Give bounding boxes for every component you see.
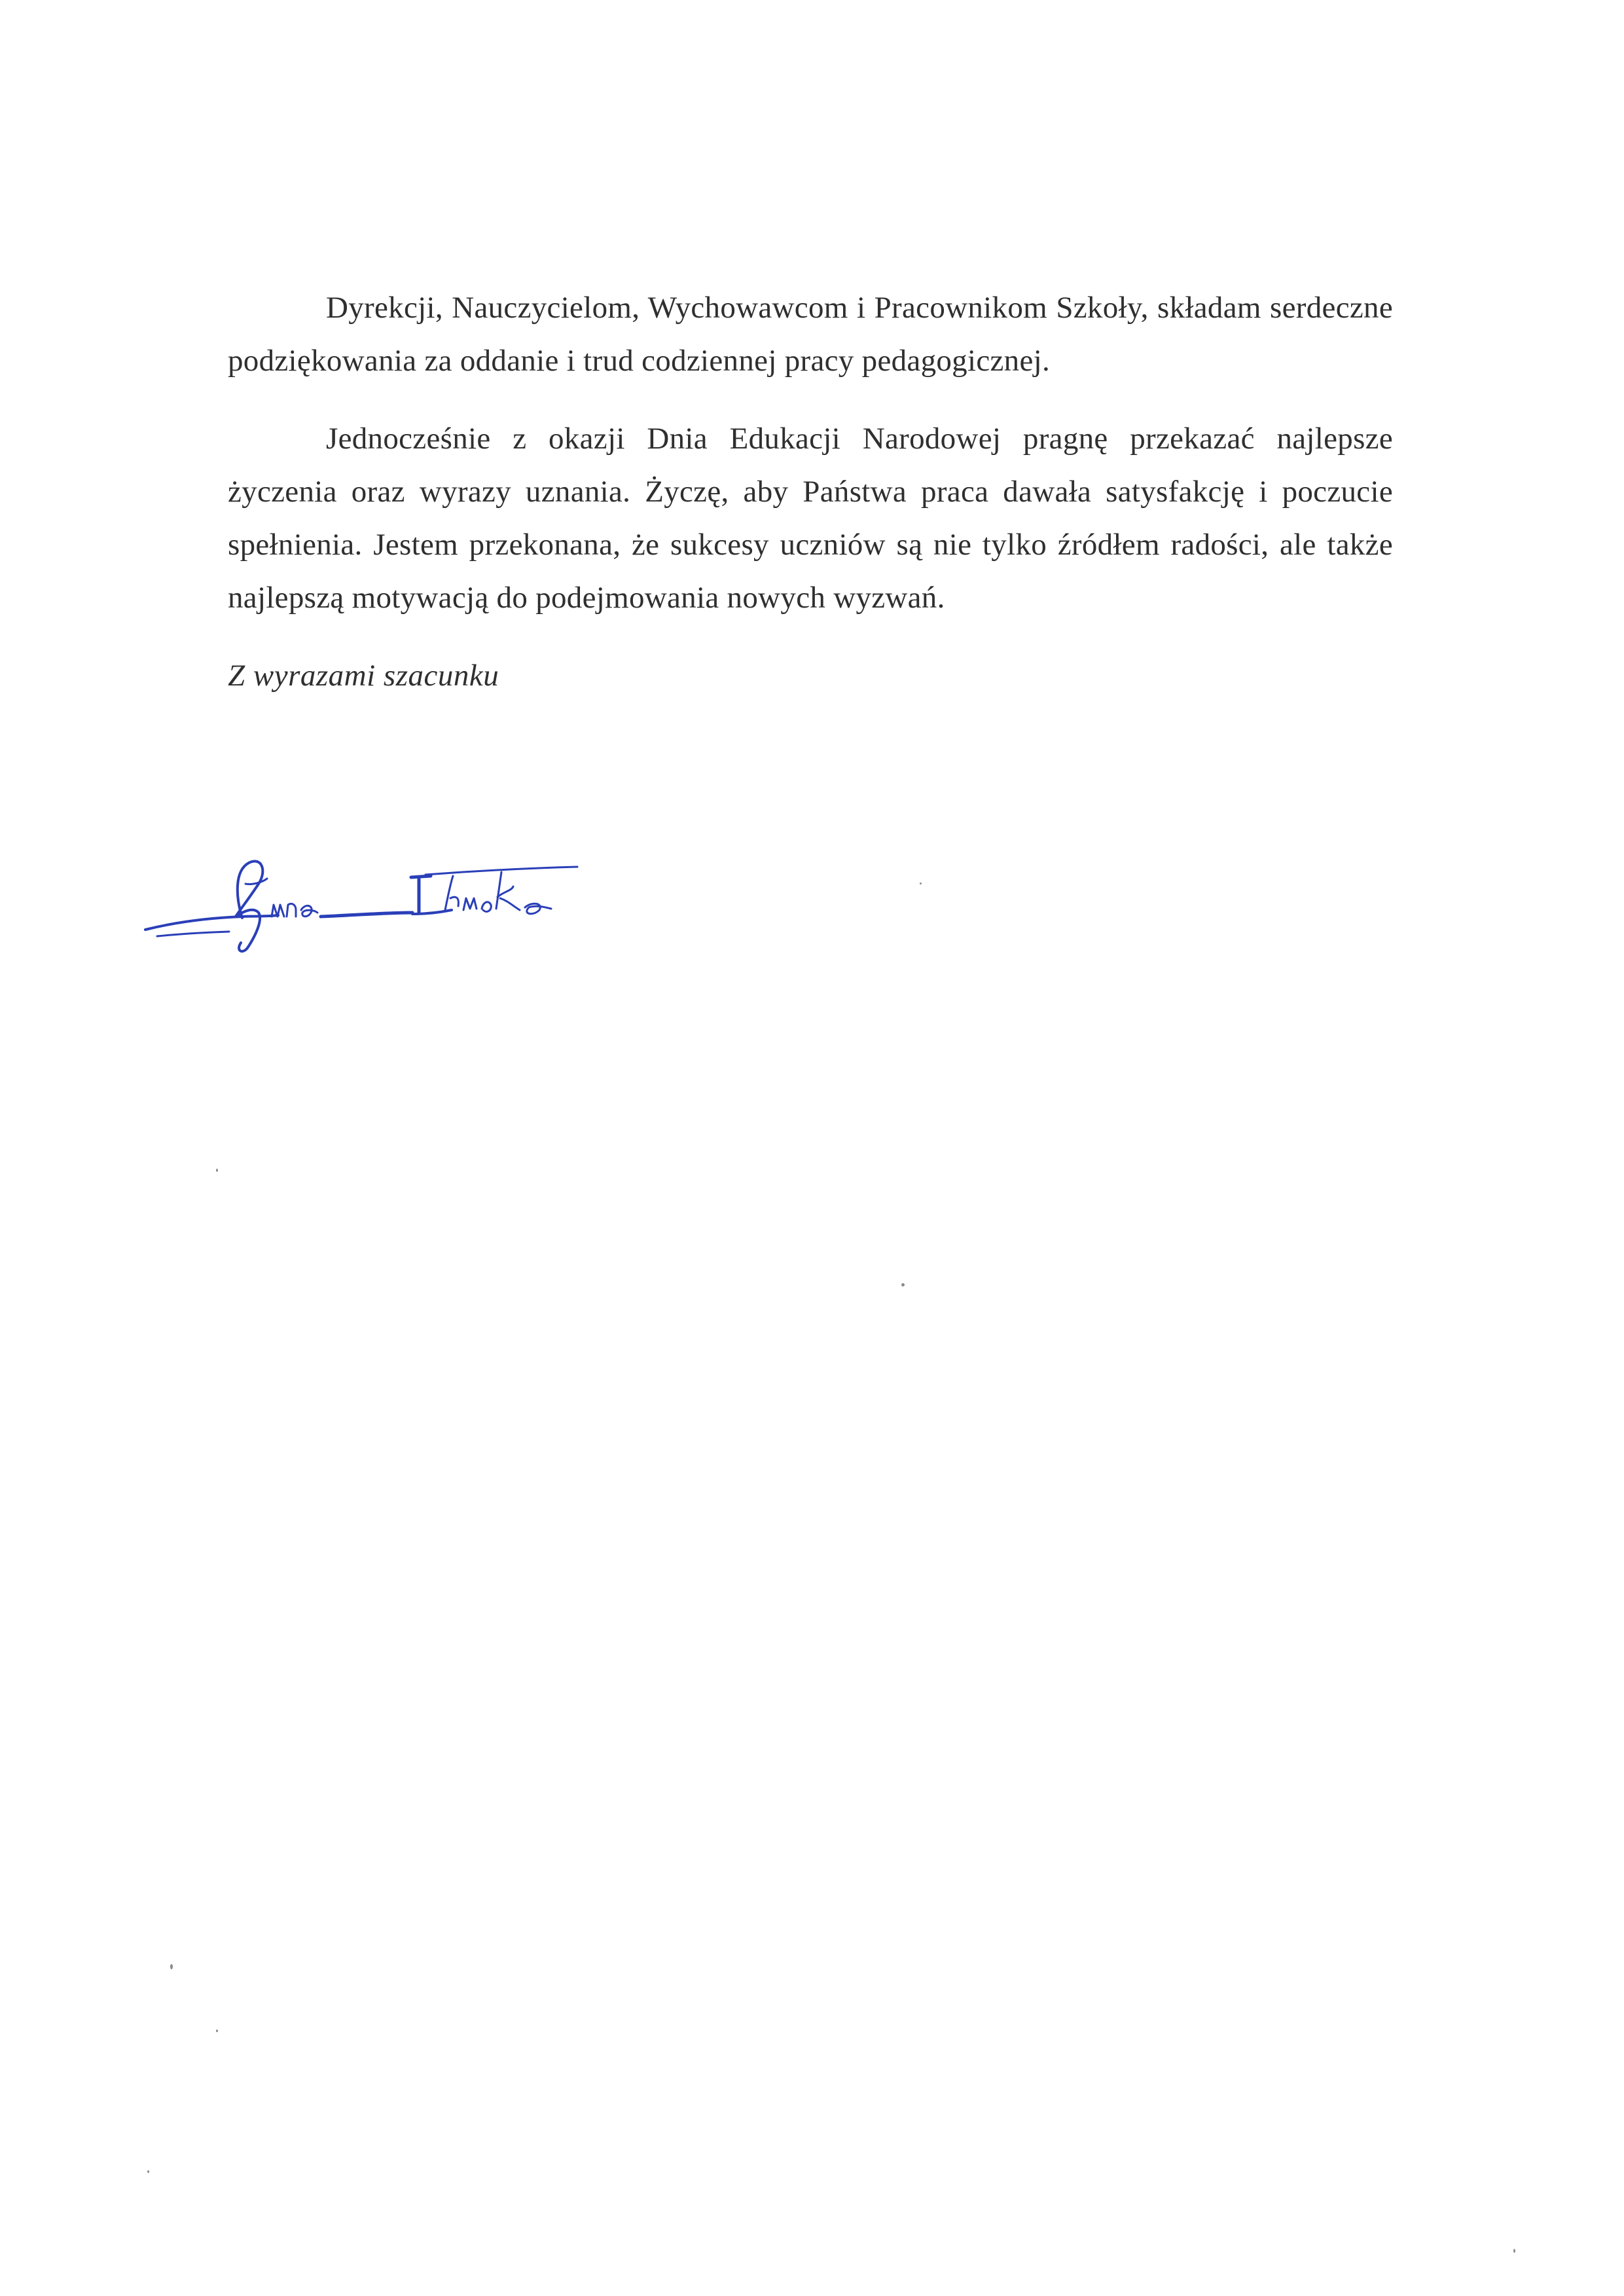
closing-formula: Z wyrazami szacunku [228,659,499,693]
scan-speck [170,1964,173,1969]
handwritten-signature [137,845,596,956]
scan-speck [216,1169,218,1172]
scan-speck [920,883,922,884]
scan-speck [147,2170,149,2173]
scan-speck [216,2030,218,2032]
letter-body [228,282,1393,727]
paragraph-wishes: Jednocześnie z okazji Dnia Edukacji Narodowej pragnę przekazać najlepsze życzenia oraz wyrazy uznania. Życzę, aby Państwa praca dawała satysfakcję i poczucie spełnienia. Jestem przekonana, że sukcesy uczniów są nie tylko źródłem radości, ale także najlepszą motywacją do podejmowania nowych wyzwań. [228,422,1393,615]
paragraph-thanks: Dyrekcji, Nauczycielom, Wychowawcom i Pracownikom Szkoły, składam serdeczne podziękowania za oddanie i trud codziennej pracy pedagogicznej. [228,291,1393,378]
scan-speck [1513,2249,1515,2253]
scan-speck [901,1283,905,1286]
